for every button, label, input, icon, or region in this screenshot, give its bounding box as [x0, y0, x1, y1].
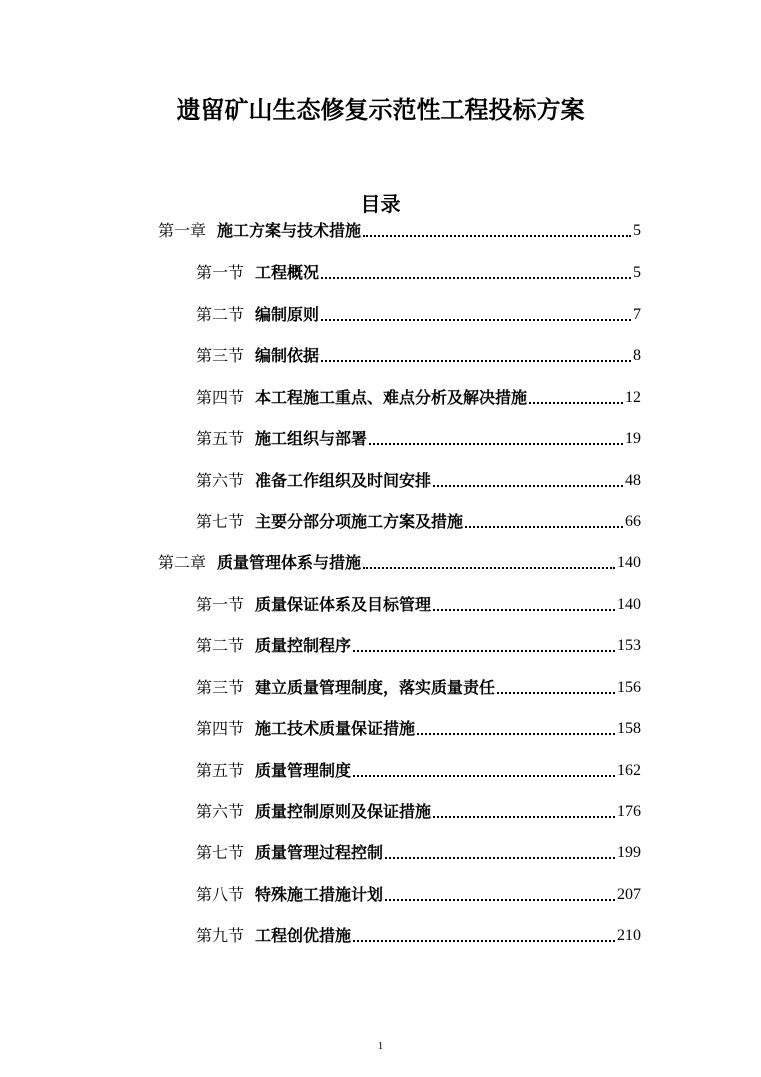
- toc-entry-number: 第三节: [196, 678, 245, 697]
- toc-dot-leader: [385, 899, 615, 901]
- toc-entry-page: 176: [617, 803, 641, 820]
- toc-entry-title: 质量管理过程控制: [255, 843, 384, 862]
- toc-entry-number: 第七节: [196, 843, 245, 862]
- toc-entry-number: 第三节: [196, 346, 245, 365]
- toc-dot-leader: [433, 816, 615, 818]
- toc-dot-leader: [369, 443, 623, 445]
- toc-entry-title: 编制原则: [255, 305, 320, 324]
- toc-entry-page: 199: [617, 844, 641, 861]
- toc-entry-section[interactable]: [196, 634, 641, 658]
- toc-entry-number: 第二节: [196, 305, 245, 324]
- toc-dot-leader: [353, 650, 615, 652]
- toc-entry-section[interactable]: [196, 261, 641, 285]
- toc-dot-leader: [353, 940, 615, 942]
- toc-entry-section[interactable]: [196, 386, 641, 410]
- toc-entry-title: 施工组织与部署: [255, 429, 368, 448]
- toc-entry-number: 第四节: [196, 719, 245, 738]
- toc-entry-number: 第九节: [196, 926, 245, 945]
- toc-entry-number: 第一章: [158, 221, 207, 240]
- toc-dot-leader: [363, 567, 615, 569]
- toc-entry-title: 质量管理制度: [255, 761, 352, 780]
- toc-entry-title: 工程概况: [255, 263, 320, 282]
- toc-entry-title: 本工程施工重点、难点分析及解决措施: [255, 388, 528, 407]
- toc-entry-title: 主要分部分项施工方案及措施: [255, 512, 464, 531]
- toc-entry-page: 153: [617, 637, 641, 654]
- toc-entry-number: 第六节: [196, 802, 245, 821]
- toc-entry-title: 质量控制原则及保证措施: [255, 802, 432, 821]
- toc-entry-title: 工程创优措施: [255, 926, 352, 945]
- toc-dot-leader: [321, 360, 631, 362]
- toc-dot-leader: [497, 692, 615, 694]
- toc-entry-page: 156: [617, 679, 641, 696]
- toc-dot-leader: [529, 402, 623, 404]
- toc-dot-leader: [433, 485, 623, 487]
- toc-dot-leader: [321, 277, 631, 279]
- toc-dot-leader: [417, 733, 615, 735]
- toc-entry-page: 5: [633, 222, 641, 239]
- toc-entry-number: 第六节: [196, 471, 245, 490]
- toc-entry-title: 准备工作组织及时间安排: [255, 471, 432, 490]
- toc-entry-section[interactable]: [196, 303, 641, 327]
- toc-entry-section[interactable]: [196, 593, 641, 617]
- toc-entry-title: 质量控制程序: [255, 636, 352, 655]
- toc-entry-page: 162: [617, 762, 641, 779]
- toc-entry-page: 210: [617, 927, 641, 944]
- toc-entry-page: 140: [617, 596, 641, 613]
- toc-entry-section[interactable]: [196, 344, 641, 368]
- toc-entry-section[interactable]: [196, 841, 641, 865]
- toc-entry-title: 编制依据: [255, 346, 320, 365]
- toc-entry-section[interactable]: [196, 883, 641, 907]
- toc-entry-chapter-2[interactable]: [158, 551, 641, 575]
- toc-entry-section[interactable]: [196, 759, 641, 783]
- toc-entry-title: 施工方案与技术措施: [217, 221, 362, 240]
- toc-entry-section[interactable]: [196, 427, 641, 451]
- toc-entry-title: 特殊施工措施计划: [255, 885, 384, 904]
- toc-entry-section[interactable]: [196, 924, 641, 948]
- page-number: 1: [377, 1040, 384, 1052]
- toc-entry-section[interactable]: [196, 717, 641, 741]
- toc-heading: 目录: [360, 192, 401, 216]
- toc-entry-title: 质量管理体系与措施: [217, 553, 362, 572]
- toc-entry-chapter-1[interactable]: [158, 219, 641, 243]
- toc-entry-number: 第五节: [196, 761, 245, 780]
- toc-entry-title: 建立质量管理制度，落实质量责任: [255, 678, 496, 697]
- toc-entry-page: 8: [633, 347, 641, 364]
- toc-entry-number: 第二章: [158, 553, 207, 572]
- toc-dot-leader: [321, 319, 631, 321]
- toc-dot-leader: [385, 857, 615, 859]
- toc-entry-section[interactable]: [196, 469, 641, 493]
- toc-dot-leader: [353, 775, 615, 777]
- document-title: 遗留矿山生态修复示范性工程投标方案: [176, 96, 585, 124]
- toc-entry-page: 140: [617, 554, 641, 571]
- toc-entry-section[interactable]: [196, 676, 641, 700]
- toc-entry-page: 5: [633, 264, 641, 281]
- toc-entry-title: 质量保证体系及目标管理: [255, 595, 432, 614]
- toc-entry-number: 第二节: [196, 636, 245, 655]
- toc-entry-page: 48: [625, 472, 641, 489]
- toc-entry-page: 207: [617, 886, 641, 903]
- toc-entry-section[interactable]: [196, 800, 641, 824]
- toc-dot-leader: [363, 235, 631, 237]
- toc-entry-section[interactable]: [196, 510, 641, 534]
- toc-entry-number: 第七节: [196, 512, 245, 531]
- toc-entry-number: 第四节: [196, 388, 245, 407]
- toc-entry-page: 66: [625, 513, 641, 530]
- toc-entry-number: 第一节: [196, 263, 245, 282]
- toc-entry-page: 7: [633, 306, 641, 323]
- toc-entry-number: 第五节: [196, 429, 245, 448]
- toc-entry-title: 施工技术质量保证措施: [255, 719, 416, 738]
- toc-entry-page: 12: [625, 389, 641, 406]
- toc-entry-number: 第一节: [196, 595, 245, 614]
- toc-dot-leader: [433, 609, 615, 611]
- toc-entry-page: 158: [617, 720, 641, 737]
- toc-entry-page: 19: [625, 430, 641, 447]
- toc-entry-number: 第八节: [196, 885, 245, 904]
- toc-dot-leader: [465, 526, 623, 528]
